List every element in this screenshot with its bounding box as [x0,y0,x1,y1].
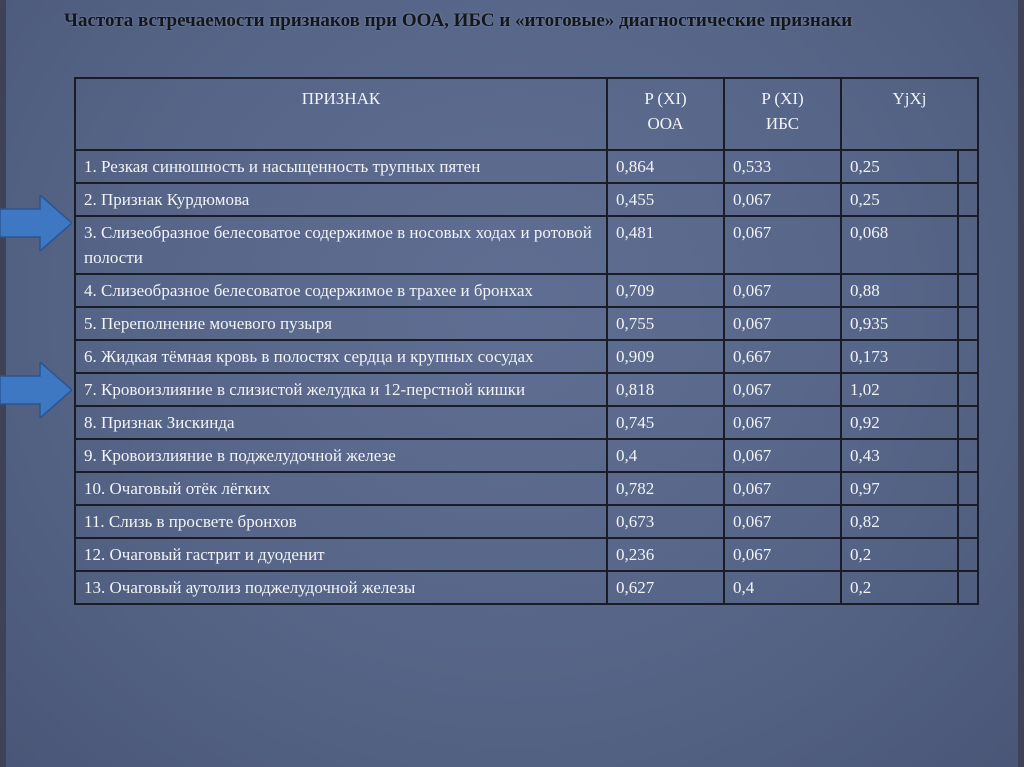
table-header-row [75,78,978,150]
row-empty-cell [958,373,978,406]
table-row [75,150,978,183]
row-p-ooa-cell: 0,455 [607,183,724,216]
row-sign-cell: 12. Очаговый гастрит и дуоденит [75,538,607,571]
row-empty-cell [958,183,978,216]
row-empty-cell [958,216,978,274]
table-row [75,538,978,571]
table-row [75,571,978,604]
row-yjxj-cell: 0,43 [841,439,958,472]
row-p-ibs-cell: 0,067 [724,183,841,216]
row-p-ibs-cell: 0,067 [724,216,841,274]
row-empty-cell [958,307,978,340]
row-yjxj-cell: 0,82 [841,505,958,538]
row-yjxj-cell: 0,2 [841,571,958,604]
table-row [75,373,978,406]
right-arrow-icon [0,195,72,251]
row-sign-cell: 13. Очаговый аутолиз поджелудочной железы [75,571,607,604]
row-p-ibs-cell: 0,067 [724,406,841,439]
table-row [75,274,978,307]
table-row [75,406,978,439]
row-empty-cell [958,472,978,505]
row-yjxj-cell: 0,25 [841,183,958,216]
row-sign-cell: 4. Слизеобразное белесоватое содержимое в трахее и бронхах [75,274,607,307]
table-row [75,183,978,216]
row-yjxj-cell: 0,88 [841,274,958,307]
row-p-ibs-cell: 0,667 [724,340,841,373]
row-empty-cell [958,571,978,604]
row-empty-cell [958,538,978,571]
row-p-ooa-cell: 0,673 [607,505,724,538]
row-yjxj-cell: 0,935 [841,307,958,340]
row-p-ooa-cell: 0,909 [607,340,724,373]
row-p-ooa-cell: 0,755 [607,307,724,340]
row-p-ooa-cell: 0,864 [607,150,724,183]
row-p-ooa-cell: 0,236 [607,538,724,571]
row-sign-cell: 9. Кровоизлияние в поджелудочной железе [75,439,607,472]
row-p-ooa-cell: 0,818 [607,373,724,406]
row-p-ibs-cell: 0,067 [724,472,841,505]
header-p-ooa: P (XI) ООА [607,78,724,150]
row-p-ooa-cell: 0,627 [607,571,724,604]
row-yjxj-cell: 0,173 [841,340,958,373]
row-sign-cell: 3. Слизеобразное белесоватое содержимое в носовых ходах и ротовой полости [75,216,607,274]
slide-title: Частота встречаемости признаков при ООА, ИБС и «итоговые» диагностические признаки [64,10,853,31]
table-row [75,216,978,274]
row-p-ibs-cell: 0,067 [724,505,841,538]
row-yjxj-cell: 1,02 [841,373,958,406]
row-p-ibs-cell: 0,067 [724,274,841,307]
row-p-ooa-cell: 0,745 [607,406,724,439]
row-p-ibs-cell: 0,067 [724,439,841,472]
row-sign-cell: 6. Жидкая тёмная кровь в полостях сердца и крупных сосудах [75,340,607,373]
row-yjxj-cell: 0,92 [841,406,958,439]
row-p-ooa-cell: 0,481 [607,216,724,274]
row-empty-cell [958,505,978,538]
row-p-ibs-cell: 0,4 [724,571,841,604]
row-yjxj-cell: 0,97 [841,472,958,505]
row-sign-cell: 11. Слизь в просвете бронхов [75,505,607,538]
table-row [75,505,978,538]
row-empty-cell [958,274,978,307]
row-empty-cell [958,340,978,373]
row-p-ooa-cell: 0,4 [607,439,724,472]
row-sign-cell: 8. Признак Зискинда [75,406,607,439]
header-p-ibs: P (XI) ИБС [724,78,841,150]
header-yjxj: YjXj [841,78,978,150]
row-sign-cell: 7. Кровоизлияние в слизистой желудка и 12-перстной кишки [75,373,607,406]
table-row [75,472,978,505]
row-sign-cell: 2. Признак Курдюмова [75,183,607,216]
right-arrow-icon [0,362,72,418]
signs-table [74,77,979,605]
row-sign-cell: 1. Резкая синюшность и насыщенность трупных пятен [75,150,607,183]
row-empty-cell [958,406,978,439]
row-p-ooa-cell: 0,709 [607,274,724,307]
row-p-ibs-cell: 0,533 [724,150,841,183]
row-yjxj-cell: 0,25 [841,150,958,183]
table-row [75,340,978,373]
row-yjxj-cell: 0,068 [841,216,958,274]
table-row [75,307,978,340]
row-empty-cell [958,150,978,183]
row-p-ooa-cell: 0,782 [607,472,724,505]
row-empty-cell [958,439,978,472]
row-sign-cell: 5. Переполнение мочевого пузыря [75,307,607,340]
row-p-ibs-cell: 0,067 [724,373,841,406]
table-row [75,439,978,472]
row-sign-cell: 10. Очаговый отёк лёгких [75,472,607,505]
row-yjxj-cell: 0,2 [841,538,958,571]
row-p-ibs-cell: 0,067 [724,307,841,340]
header-sign: ПРИЗНАК [75,78,607,150]
row-p-ibs-cell: 0,067 [724,538,841,571]
